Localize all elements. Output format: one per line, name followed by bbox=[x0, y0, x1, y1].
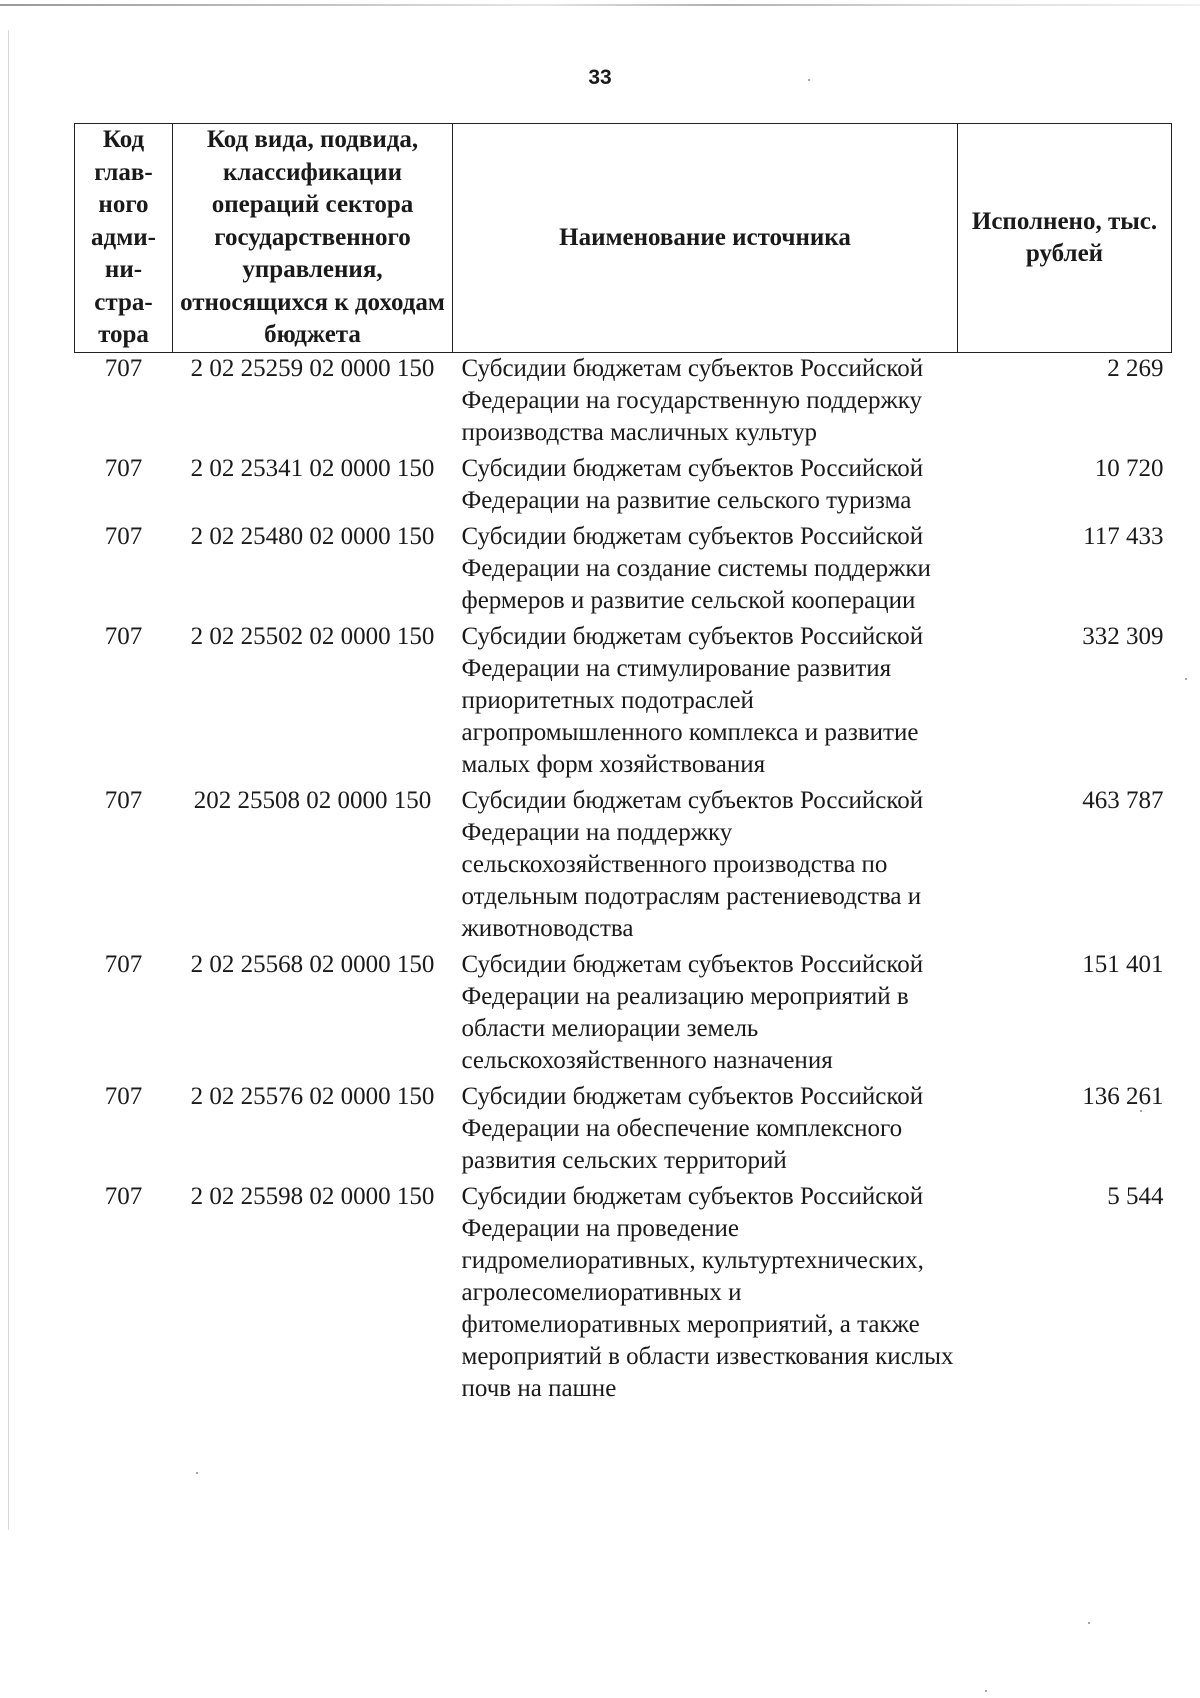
source-name-cell: Субсидии бюджетам субъектов Российской Федерации на обеспечение комплексного развития сельских территорий bbox=[461, 1083, 924, 1174]
admin-code-cell: 707 bbox=[104, 1083, 143, 1110]
classification-code-cell: 2 02 25341 02 0000 150 bbox=[190, 455, 435, 482]
classification-code-cell: 2 02 25259 02 0000 150 bbox=[190, 355, 435, 382]
source-name-cell: Субсидии бюджетам субъектов Российской Федерации на проведение гидромелиоративных, культуртехнических, агролесомелиоративных и фитомелиоративных мероприятий, а также мероприятий в области известкования кислых почв на пашне bbox=[461, 1183, 954, 1402]
header-source-name bbox=[453, 124, 958, 353]
source-name-cell: Субсидии бюджетам субъектов Российской Федерации на реализацию мероприятий в области мелиорации земель сельскохозяйственного назначения bbox=[461, 951, 924, 1074]
admin-code-cell: 707 bbox=[104, 455, 143, 482]
source-name-cell: Субсидии бюджетам субъектов Российской Федерации на развитие сельского туризма bbox=[461, 455, 924, 514]
admin-code-cell: 707 bbox=[104, 951, 143, 978]
table-row bbox=[75, 785, 1172, 949]
admin-code-cell: 707 bbox=[104, 1183, 143, 1210]
admin-code-cell: 707 bbox=[104, 355, 143, 382]
table-header-row bbox=[75, 124, 1172, 353]
scan-speck bbox=[808, 79, 810, 81]
classification-code-cell: 2 02 25576 02 0000 150 bbox=[190, 1083, 435, 1110]
classification-code-cell: 2 02 25598 02 0000 150 bbox=[190, 1183, 435, 1210]
page-number: 33 bbox=[588, 66, 612, 89]
scan-speck bbox=[1088, 1622, 1090, 1624]
scan-speck bbox=[1185, 678, 1187, 680]
scan-speck bbox=[196, 1472, 198, 1474]
amount-cell: 136 261 bbox=[1082, 1083, 1164, 1110]
header-executed-amount bbox=[958, 124, 1172, 353]
amount-cell: 2 269 bbox=[1107, 355, 1164, 382]
table-row bbox=[75, 453, 1172, 521]
amount-cell: 151 401 bbox=[1082, 951, 1164, 978]
admin-code-cell: 707 bbox=[104, 623, 143, 650]
amount-cell: 10 720 bbox=[1094, 455, 1164, 482]
table-row bbox=[75, 353, 1172, 454]
header-admin-code-text: Код глав-ного адми-ни-стра-тора bbox=[91, 126, 156, 349]
classification-code-cell: 2 02 25502 02 0000 150 bbox=[190, 623, 435, 650]
table-row bbox=[75, 1181, 1172, 1409]
scan-speck bbox=[985, 1690, 987, 1692]
amount-cell: 5 544 bbox=[1107, 1183, 1164, 1210]
amount-cell: 463 787 bbox=[1082, 787, 1164, 814]
classification-code-cell: 2 02 25480 02 0000 150 bbox=[190, 523, 435, 550]
table-row bbox=[75, 621, 1172, 785]
header-classification-code bbox=[173, 124, 453, 353]
classification-code-cell: 202 25508 02 0000 150 bbox=[193, 787, 432, 814]
table-row bbox=[75, 1081, 1172, 1181]
table-row bbox=[75, 521, 1172, 621]
scan-speck bbox=[1140, 1110, 1142, 1112]
source-name-cell: Субсидии бюджетам субъектов Российской Федерации на создание системы поддержки фермеров и развитие сельской кооперации bbox=[461, 523, 931, 614]
scan-left-edge bbox=[8, 30, 9, 1530]
header-admin-code bbox=[75, 124, 173, 353]
classification-code-cell: 2 02 25568 02 0000 150 bbox=[190, 951, 435, 978]
table-row bbox=[75, 949, 1172, 1081]
admin-code-cell: 707 bbox=[104, 523, 143, 550]
admin-code-cell: 707 bbox=[104, 787, 143, 814]
source-name-cell: Субсидии бюджетам субъектов Российской Федерации на поддержку сельскохозяйственного производства по отдельным подотраслям растениеводства и животноводства bbox=[461, 787, 924, 942]
amount-cell: 332 309 bbox=[1082, 623, 1164, 650]
header-source-name-text: Наименование источника bbox=[559, 223, 851, 251]
source-name-cell: Субсидии бюджетам субъектов Российской Федерации на стимулирование развития приоритетных подотраслей агропромышленного комплекса и развитие малых форм хозяйствования bbox=[461, 623, 924, 778]
budget-income-table bbox=[74, 123, 1172, 1409]
header-executed-amount-text: Исполнено, тыс. рублей bbox=[971, 207, 1158, 267]
source-name-cell: Субсидии бюджетам субъектов Российской Федерации на государственную поддержку производства масличных культур bbox=[461, 355, 924, 446]
scan-edge-line bbox=[0, 4, 1200, 6]
header-classification-code-text: Код вида, подвида, классификации операций сектора государственного управления, относящихся к доходам бюджета bbox=[180, 126, 445, 349]
amount-cell: 117 433 bbox=[1083, 523, 1164, 550]
